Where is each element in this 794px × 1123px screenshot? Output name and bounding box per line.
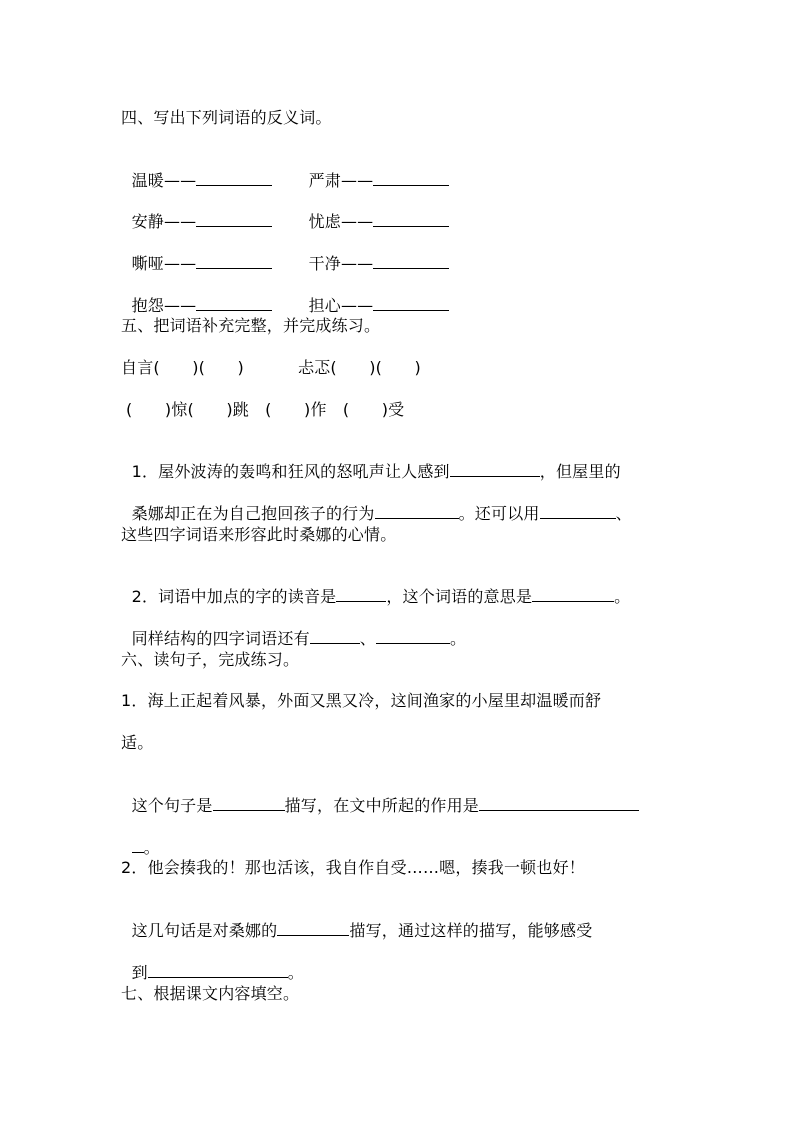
answer-blank[interactable] (376, 628, 450, 644)
sentence-2-line-1: 2．他会揍我的！那也活该，我自作自受……嗯，揍我一顿也好！ (121, 858, 585, 877)
question-text: 1．屋外波涛的轰鸣和狂风的怒吼声让人感到 (131, 462, 450, 481)
antonym-word-left: 温暖—— (131, 171, 197, 190)
sentence-2-question-end (121, 942, 304, 983)
antonym-word-right: 干净—— (308, 254, 374, 273)
idiom-fill-row-2: ( )惊( )跳 ( )作 ( )受 (126, 400, 405, 419)
section-6-heading: 六、读句子，完成练习。 (121, 650, 300, 669)
antonym-row-3-right (298, 233, 449, 274)
antonym-row-2-right (298, 191, 449, 232)
sentence-1-line-2: 适。 (121, 733, 154, 752)
answer-blank[interactable] (336, 586, 386, 602)
answer-blank[interactable] (373, 295, 449, 311)
antonym-word-left: 安静—— (131, 212, 197, 231)
question-text: 。 (287, 963, 304, 982)
antonym-row-1-right (298, 150, 449, 191)
answer-blank[interactable] (196, 170, 272, 186)
section-5-heading: 五、把词语补充完整，并完成练习。 (121, 316, 381, 335)
antonym-word-right: 忧虑—— (308, 212, 374, 231)
question-text: 。 (449, 629, 467, 648)
question-text: ，这个词语的意思是 (386, 587, 533, 606)
question-1-line-3: 这些四字词语来形容此时桑娜的心情。 (121, 525, 397, 544)
answer-blank[interactable] (148, 962, 288, 978)
idiom-fill-2: 忐忑( )( ) (298, 358, 421, 377)
answer-blank[interactable] (373, 211, 449, 227)
answer-blank[interactable] (450, 461, 540, 477)
antonym-row-4-right (298, 275, 449, 316)
question-2-line-1 (121, 566, 630, 607)
antonym-row-4 (121, 275, 272, 316)
section-4-heading: 四、写出下列词语的反义词。 (121, 108, 332, 127)
sentence-2-question (121, 900, 592, 941)
answer-blank[interactable] (277, 920, 349, 936)
antonym-row-2 (121, 191, 272, 232)
question-text: 2．词语中加点的字的读音是 (131, 587, 337, 606)
antonym-word-right: 担心—— (308, 296, 374, 315)
question-text: 描写，在文中所起的作用是 (284, 796, 479, 815)
question-text: 桑娜却正在为自己抱回孩子的行为 (131, 504, 375, 523)
question-1-line-2 (121, 483, 632, 524)
question-1-line-1 (121, 441, 621, 482)
answer-blank[interactable] (375, 503, 459, 519)
antonym-row-1 (121, 150, 272, 191)
answer-blank[interactable] (532, 586, 614, 602)
question-text: 。还可以用 (458, 504, 540, 523)
question-text: 描写，通过这样的描写，能够感受 (349, 921, 593, 940)
question-2-line-2 (121, 608, 466, 649)
answer-blank[interactable] (373, 170, 449, 186)
sentence-1-question-end (121, 817, 160, 858)
question-text: 同样结构的四字词语还有 (131, 629, 310, 648)
idiom-fill-1: 自言( )( ) (121, 358, 244, 377)
question-text: 。 (614, 587, 631, 606)
answer-blank[interactable] (540, 503, 616, 519)
question-text: 这个句子是 (131, 796, 213, 815)
answer-blank[interactable] (213, 795, 285, 811)
question-text: 、 (615, 504, 632, 523)
question-text: 。 (143, 838, 160, 857)
answer-blank[interactable] (310, 628, 360, 644)
sentence-1-line-1: 1．海上正起着风暴，外面又黑又冷，这间渔家的小屋里却温暖而舒 (121, 691, 602, 710)
antonym-word-left: 嘶哑—— (131, 254, 197, 273)
answer-blank[interactable] (479, 795, 639, 811)
antonym-word-right: 严肃—— (308, 171, 374, 190)
section-7-heading: 七、根据课文内容填空。 (121, 984, 300, 1003)
sentence-1-question (121, 775, 639, 816)
answer-blank[interactable] (196, 295, 272, 311)
antonym-row-3 (121, 233, 272, 274)
answer-blank[interactable] (196, 253, 272, 269)
question-text: ，但屋里的 (539, 462, 621, 481)
antonym-word-left: 抱怨—— (131, 296, 197, 315)
question-text: 这几句话是对桑娜的 (131, 921, 278, 940)
answer-blank[interactable] (196, 211, 272, 227)
answer-blank[interactable] (132, 837, 144, 853)
answer-blank[interactable] (373, 253, 449, 269)
question-text: 到 (131, 963, 148, 982)
question-text: 、 (359, 629, 376, 648)
